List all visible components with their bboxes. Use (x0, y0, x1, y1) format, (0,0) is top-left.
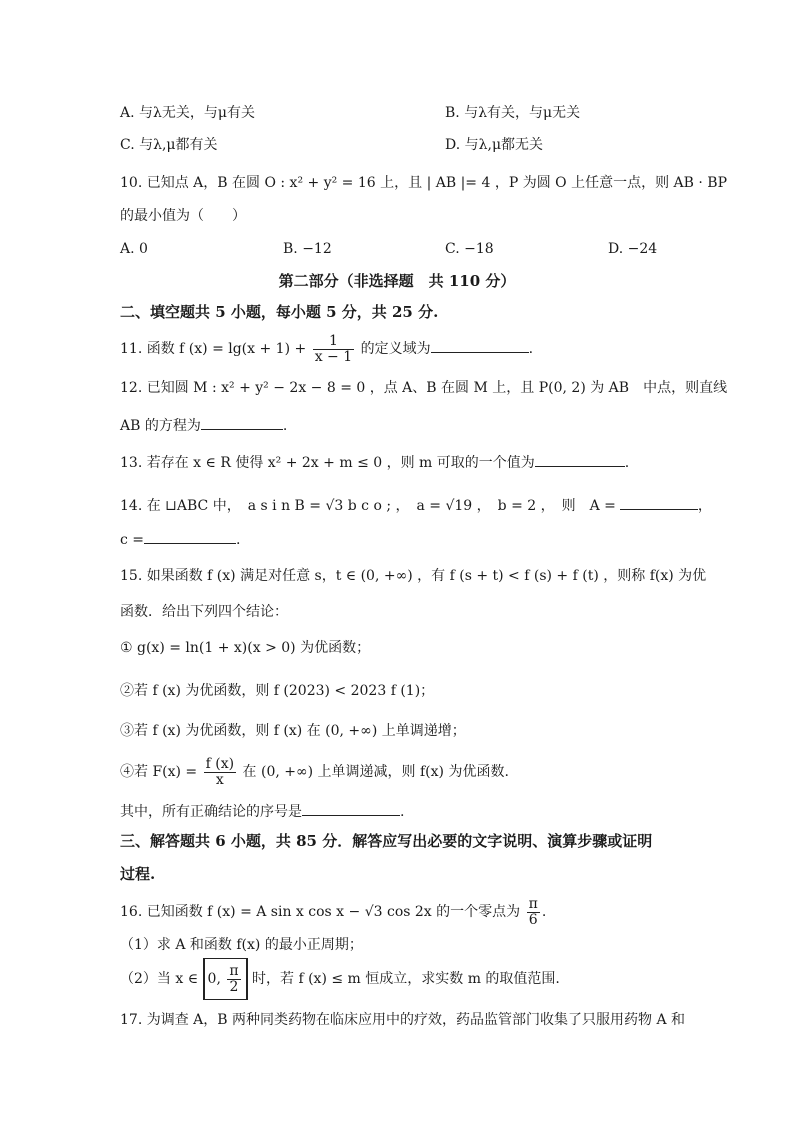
q12-period: . (282, 418, 288, 434)
q16-period: . (541, 904, 547, 920)
q9-option-d: D. 与λ,μ都无关 (445, 137, 544, 153)
q12-stem-line1: 12. 已知圆 M : x² + y² − 2x − 8 = 0 ，点 A、B 在圆 M 上，且 P(0, 2) 为 AB 中点，则直线 (120, 380, 728, 396)
q15-period: . (400, 804, 405, 820)
part2-heading: 第二部分（非选择题 共 110 分） (278, 272, 516, 290)
q12-answer-blank[interactable] (201, 415, 283, 430)
q12-line2 (120, 415, 287, 435)
q14-stem-line1: 14. 在 ⊔ABC 中， a s i n B = √3 b c o ; ， a = √19 ， b = 2 ， 则 A = (120, 498, 616, 514)
q11-answer-blank[interactable] (431, 338, 529, 353)
q13 (120, 452, 629, 472)
q15-conclusion-4 (120, 752, 509, 792)
q16-part-2 (120, 958, 560, 1000)
q11-fraction (313, 334, 354, 365)
q16-interval-fraction (227, 964, 240, 995)
q17-stem-line1: 17. 为调查 A，B 两种同类药物在临床应用中的疗效，药品监管部门收集了只服用药物 A 和 (120, 1012, 686, 1028)
q10-option-b: B. −12 (283, 241, 332, 257)
q14-period: . (236, 532, 241, 548)
q14-comma: ， (697, 498, 712, 514)
q10-option-c: C. −18 (445, 241, 494, 257)
q16-part-2-post: 时，若 f (x) ≤ m 恒成立，求实数 m 的取值范围. (252, 971, 560, 987)
q16-part-1: （1）求 A 和函数 f(x) 的最小正周期； (120, 937, 363, 953)
q13-stem: 13. 若存在 x ∈ R 使得 x² + 2x + m ≤ 0 ，则 m 可取的一个值为 (120, 455, 535, 471)
q15-ask-text: 其中，所有正确结论的序号是 (120, 804, 302, 820)
q16-stem-text: 16. 已知函数 f (x) = A sin x cos x − √3 cos 2x 的一个零点为 (120, 904, 521, 920)
q14-line1 (120, 495, 712, 515)
q15-conclusion-4-pre: ④若 F(x) = (120, 764, 198, 780)
q15-conclusion-4-post: 在 (0, +∞) 上单调递减，则 f(x) 为优函数. (242, 764, 509, 780)
q15-conclusion-2: ②若 f (x) 为优函数，则 f (2023) < 2023 f (1)； (120, 683, 435, 699)
q10-stem-line2: 的最小值为（ ） (120, 208, 246, 224)
q15-fraction-numerator: f (x) (205, 755, 235, 772)
q16-zero-fraction (527, 897, 540, 928)
q16-stem (120, 892, 546, 932)
q15-conclusion-1: ① g(x) = ln(1 + x)(x > 0) 为优函数； (120, 640, 371, 656)
q9-option-b: B. 与λ有关，与μ无关 (445, 105, 581, 121)
q10-option-a: A. 0 (120, 241, 148, 257)
q13-answer-blank[interactable] (535, 452, 625, 467)
q14-stem-line2: c = (120, 532, 145, 548)
q11-stem: 11. 函数 f (x) = lg(x + 1) + (120, 341, 307, 357)
q16-interval-numerator: π (229, 962, 239, 979)
q9-option-c: C. 与λ,μ都有关 (120, 137, 218, 153)
q16-interval-denominator: 2 (229, 978, 239, 995)
q15-conclusion-4-fraction (204, 757, 236, 788)
q10-stem-line1: 10. 已知点 A，B 在圆 O : x² + y² = 16 上，且 | AB |= 4 ，P 为圆 O 上任意一点，则 AB · BP (120, 175, 727, 191)
q11-period: . (528, 341, 534, 357)
q13-period: . (624, 455, 630, 471)
q14-line2 (120, 529, 240, 549)
section3-heading-line2: 过程. (120, 865, 156, 883)
section3-heading-line1: 三、解答题共 6 小题，共 85 分．解答应写出必要的文字说明、演算步骤或证明 (120, 832, 653, 850)
q11 (120, 330, 533, 368)
q15-stem-line1: 15. 如果函数 f (x) 满足对任意 s，t ∈ (0, +∞) ，有 f (s + t) < f (s) + f (t) ，则称 f(x) 为优 (120, 568, 707, 584)
q12-stem-line2: AB 的方程为 (120, 418, 201, 434)
q15-conclusion-3: ③若 f (x) 为优函数，则 f (x) 在 (0, +∞) 上单调递增； (120, 723, 466, 739)
q15-ask (120, 801, 404, 821)
q15-fraction-denominator: x (215, 771, 224, 788)
q16-fraction-denominator: 6 (528, 911, 538, 928)
q16-interval (203, 958, 248, 1000)
q16-fraction-numerator: π (528, 895, 538, 912)
q14-answer-blank-a[interactable] (620, 495, 698, 510)
section2-heading: 二、填空题共 5 小题，每小题 5 分，共 25 分. (120, 303, 439, 321)
q14-answer-blank-c[interactable] (144, 529, 236, 544)
q10-option-d: D. −24 (608, 241, 658, 257)
q15-stem-line2: 函数．给出下列四个结论： (120, 604, 288, 620)
q9-option-a: A. 与λ无关，与μ有关 (120, 105, 255, 121)
q11-fraction-numerator: 1 (313, 334, 354, 350)
q11-stem-tail: 的定义域为 (360, 341, 431, 357)
q16-interval-left: 0, (207, 971, 221, 987)
q16-part-2-pre: （2）当 x ∈ (120, 971, 199, 987)
q15-answer-blank[interactable] (302, 801, 400, 816)
q11-fraction-denominator: x − 1 (314, 348, 353, 365)
